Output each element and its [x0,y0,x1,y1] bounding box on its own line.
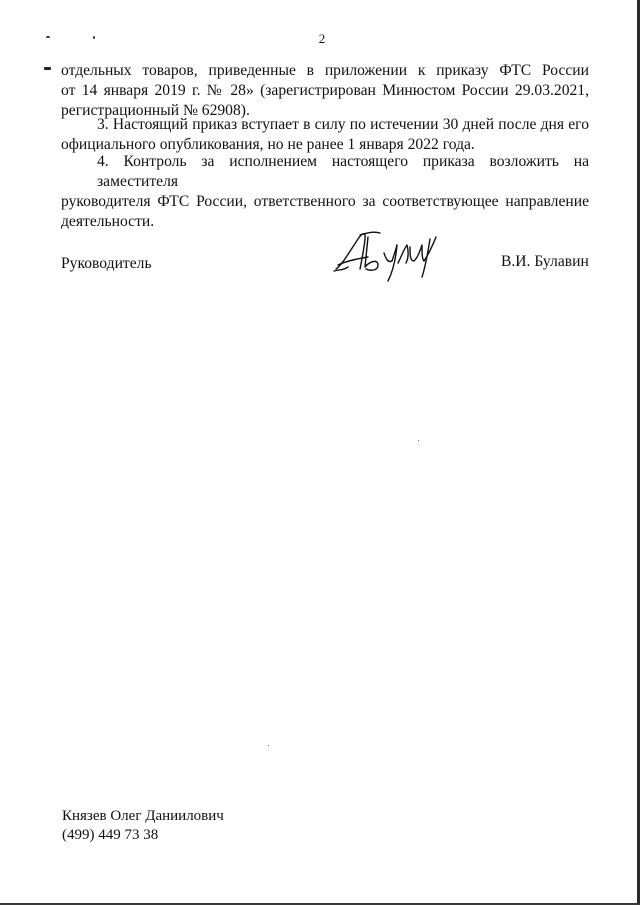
handwritten-signature [332,225,442,283]
text-line: деятельности. [61,213,155,230]
scan-speck [93,36,95,39]
contact-phone: (499) 449 73 38 [62,827,159,843]
text-line: официального опубликования, но не ранее 1 января 2022 года. [61,136,475,153]
text-line: руководителя ФТС России, ответственного за соответствующее направление [61,193,589,210]
text-line: 4. Контроль за исполнением настоящего приказа возложить на заместителя [97,153,589,190]
scan-speck [46,36,50,38]
scan-speck [418,440,419,441]
text-line: от 14 января 2019 г. № 28» (зарегистрирован Минюстом России 29.03.2021, [61,82,589,99]
paragraph-4 [61,152,589,232]
signer-title: Руководитель [61,255,152,272]
contact-name: Князев Олег Даниилович [62,808,224,824]
text-line: регистрационный № 62908). [61,102,250,119]
page-number: 2 [318,31,326,46]
paragraph-3 [61,115,589,155]
continued-paragraph [61,61,589,121]
scan-speck [268,745,269,746]
margin-mark [44,67,51,70]
signer-name: В.И. Булавин [501,253,589,270]
text-line: 3. Настоящий приказ вступает в силу по истечении 30 дней после дня его [97,116,589,133]
text-line: отдельных товаров, приведенные в приложении к приказу ФТС России [61,62,589,79]
